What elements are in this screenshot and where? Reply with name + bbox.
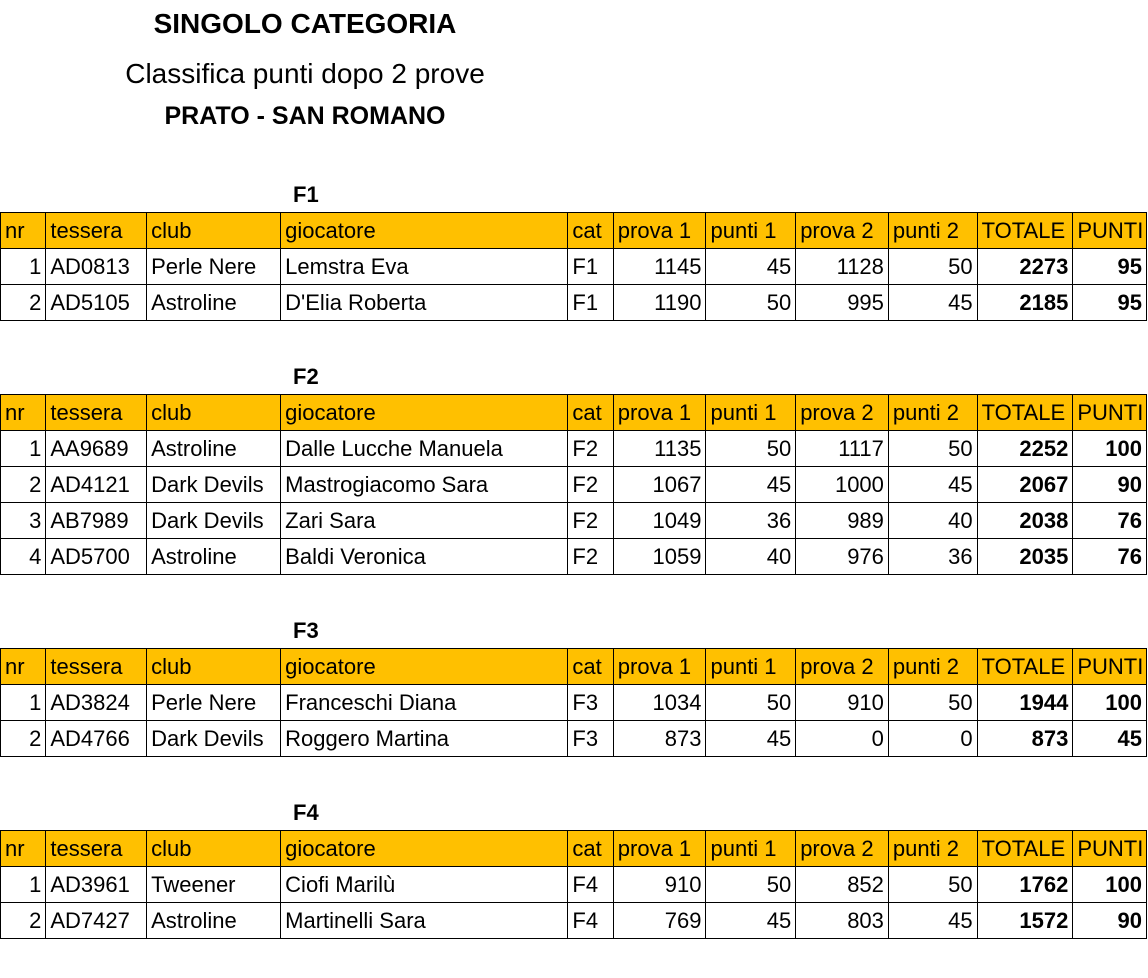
table-row [1,503,1147,539]
table-cell: AB7989 [46,503,147,539]
column-header: punti 2 [888,213,977,249]
table-cell: 1944 [977,685,1073,721]
table-cell: F2 [568,467,613,503]
table-cell: F3 [568,721,613,757]
table-cell: F2 [568,431,613,467]
table-cell: AD3961 [46,867,147,903]
section-label-f2: F2 [293,364,319,389]
table-row [1,903,1147,939]
standings-table-f2 [0,394,1147,575]
table-cell: 2038 [977,503,1073,539]
table-cell: 2185 [977,285,1073,321]
table-row [1,285,1147,321]
table-cell: 0 [888,721,977,757]
column-header: club [147,213,281,249]
table-cell: F1 [568,249,613,285]
table-cell: 45 [888,467,977,503]
table-cell: 50 [706,867,796,903]
column-header: cat [568,213,613,249]
column-header: punti 2 [888,649,977,685]
table-cell: 1128 [796,249,889,285]
table-cell: 45 [1073,721,1147,757]
table-cell: 45 [706,249,796,285]
table-cell: Perle Nere [147,249,281,285]
table-cell: 76 [1073,503,1147,539]
column-header: TOTALE [977,831,1073,867]
table-cell: 2067 [977,467,1073,503]
table-header-row [1,649,1147,685]
column-header: cat [568,649,613,685]
table-cell: 0 [796,721,889,757]
table-cell: 2 [1,903,46,939]
table-cell: 90 [1073,467,1147,503]
table-cell: 95 [1073,249,1147,285]
table-cell: 769 [613,903,706,939]
table-cell: 50 [706,685,796,721]
table-cell: F4 [568,867,613,903]
column-header: TOTALE [977,649,1073,685]
table-header-row [1,395,1147,431]
table-cell: 1059 [613,539,706,575]
table-cell: Astroline [147,285,281,321]
table-cell: 4 [1,539,46,575]
table-cell: 852 [796,867,889,903]
column-header: prova 2 [796,649,889,685]
column-header: punti 1 [706,831,796,867]
table-cell: 45 [706,903,796,939]
column-header: prova 2 [796,831,889,867]
table-cell: 1762 [977,867,1073,903]
table-cell: F4 [568,903,613,939]
table-cell: F3 [568,685,613,721]
table-cell: Dark Devils [147,467,281,503]
table-cell: 1135 [613,431,706,467]
section-label-f4: F4 [293,800,319,825]
table-header-row [1,213,1147,249]
column-header: cat [568,395,613,431]
column-header: club [147,649,281,685]
table-header-row [1,831,1147,867]
table-cell: Dalle Lucche Manuela [281,431,568,467]
table-cell: D'Elia Roberta [281,285,568,321]
table-cell: 1 [1,249,46,285]
table-cell: 1 [1,431,46,467]
page-subtitle: Classifica punti dopo 2 prove [125,58,485,89]
column-header: PUNTI [1073,213,1147,249]
table-cell: 1 [1,685,46,721]
table-cell: AD5105 [46,285,147,321]
table-cell: Martinelli Sara [281,903,568,939]
table-cell: 76 [1073,539,1147,575]
column-header: TOTALE [977,395,1073,431]
column-header: punti 1 [706,395,796,431]
table-cell: 910 [613,867,706,903]
table-cell: 50 [888,431,977,467]
section-label-f1: F1 [293,182,319,207]
table-cell: AD4121 [46,467,147,503]
table-cell: 90 [1073,903,1147,939]
table-row [1,721,1147,757]
column-header: punti 1 [706,649,796,685]
table-cell: Mastrogiacomo Sara [281,467,568,503]
column-header: PUNTI [1073,649,1147,685]
table-cell: Dark Devils [147,721,281,757]
table-cell: AD0813 [46,249,147,285]
table-cell: Lemstra Eva [281,249,568,285]
table-cell: Franceschi Diana [281,685,568,721]
table-cell: 2035 [977,539,1073,575]
column-header: nr [1,831,46,867]
column-header: tessera [46,649,147,685]
table-cell: Zari Sara [281,503,568,539]
table-cell: 2 [1,467,46,503]
table-cell: Perle Nere [147,685,281,721]
table-cell: 2 [1,285,46,321]
table-row [1,249,1147,285]
table-cell: 910 [796,685,889,721]
column-header: prova 2 [796,213,889,249]
table-cell: Astroline [147,903,281,939]
table-cell: 995 [796,285,889,321]
column-header: punti 2 [888,395,977,431]
table-cell: AD7427 [46,903,147,939]
table-cell: 45 [888,285,977,321]
table-cell: 100 [1073,685,1147,721]
table-cell: Roggero Martina [281,721,568,757]
table-cell: 50 [888,867,977,903]
column-header: prova 1 [613,213,706,249]
column-header: giocatore [281,649,568,685]
column-header: giocatore [281,831,568,867]
table-cell: 95 [1073,285,1147,321]
table-cell: 2252 [977,431,1073,467]
column-header: punti 2 [888,831,977,867]
table-cell: 2273 [977,249,1073,285]
standings-table-f3 [0,648,1147,757]
table-cell: 45 [706,721,796,757]
table-cell: 1049 [613,503,706,539]
column-header: PUNTI [1073,831,1147,867]
table-cell: AD5700 [46,539,147,575]
table-cell: Tweener [147,867,281,903]
table-cell: AD4766 [46,721,147,757]
column-header: nr [1,213,46,249]
table-cell: 1145 [613,249,706,285]
table-row [1,467,1147,503]
table-cell: 50 [706,431,796,467]
table-cell: AA9689 [46,431,147,467]
table-cell: 1117 [796,431,889,467]
table-cell: 100 [1073,431,1147,467]
column-header: tessera [46,213,147,249]
table-cell: F2 [568,539,613,575]
table-cell: 873 [977,721,1073,757]
table-cell: 50 [706,285,796,321]
column-header: club [147,831,281,867]
column-header: giocatore [281,213,568,249]
column-header: tessera [46,395,147,431]
table-cell: 40 [888,503,977,539]
column-header: prova 2 [796,395,889,431]
table-cell: 45 [706,467,796,503]
table-cell: 36 [706,503,796,539]
table-cell: 1000 [796,467,889,503]
table-cell: 50 [888,249,977,285]
table-cell: Dark Devils [147,503,281,539]
column-header: prova 1 [613,831,706,867]
table-cell: F1 [568,285,613,321]
column-header: cat [568,831,613,867]
table-cell: 36 [888,539,977,575]
column-header: giocatore [281,395,568,431]
table-cell: 1034 [613,685,706,721]
column-header: punti 1 [706,213,796,249]
table-cell: Astroline [147,431,281,467]
table-cell: AD3824 [46,685,147,721]
table-cell: 45 [888,903,977,939]
column-header: tessera [46,831,147,867]
table-cell: 989 [796,503,889,539]
standings-table-f1 [0,212,1147,321]
table-cell: 50 [888,685,977,721]
column-header: prova 1 [613,649,706,685]
table-cell: F2 [568,503,613,539]
column-header: prova 1 [613,395,706,431]
page-title: SINGOLO CATEGORIA [153,8,457,39]
table-cell: 976 [796,539,889,575]
standings-table-f4 [0,830,1147,939]
section-label-f3: F3 [293,618,319,643]
table-cell: 3 [1,503,46,539]
column-header: PUNTI [1073,395,1147,431]
table-cell: 1067 [613,467,706,503]
column-header: nr [1,395,46,431]
table-cell: Ciofi Marilù [281,867,568,903]
table-cell: 1 [1,867,46,903]
table-cell: 2 [1,721,46,757]
table-row [1,539,1147,575]
table-cell: Baldi Veronica [281,539,568,575]
table-cell: Astroline [147,539,281,575]
table-cell: 1190 [613,285,706,321]
table-row [1,867,1147,903]
table-cell: 100 [1073,867,1147,903]
location-title: PRATO - SAN ROMANO [164,102,446,130]
table-cell: 1572 [977,903,1073,939]
table-row [1,431,1147,467]
table-row [1,685,1147,721]
table-cell: 40 [706,539,796,575]
column-header: nr [1,649,46,685]
table-cell: 803 [796,903,889,939]
column-header: club [147,395,281,431]
column-header: TOTALE [977,213,1073,249]
table-cell: 873 [613,721,706,757]
